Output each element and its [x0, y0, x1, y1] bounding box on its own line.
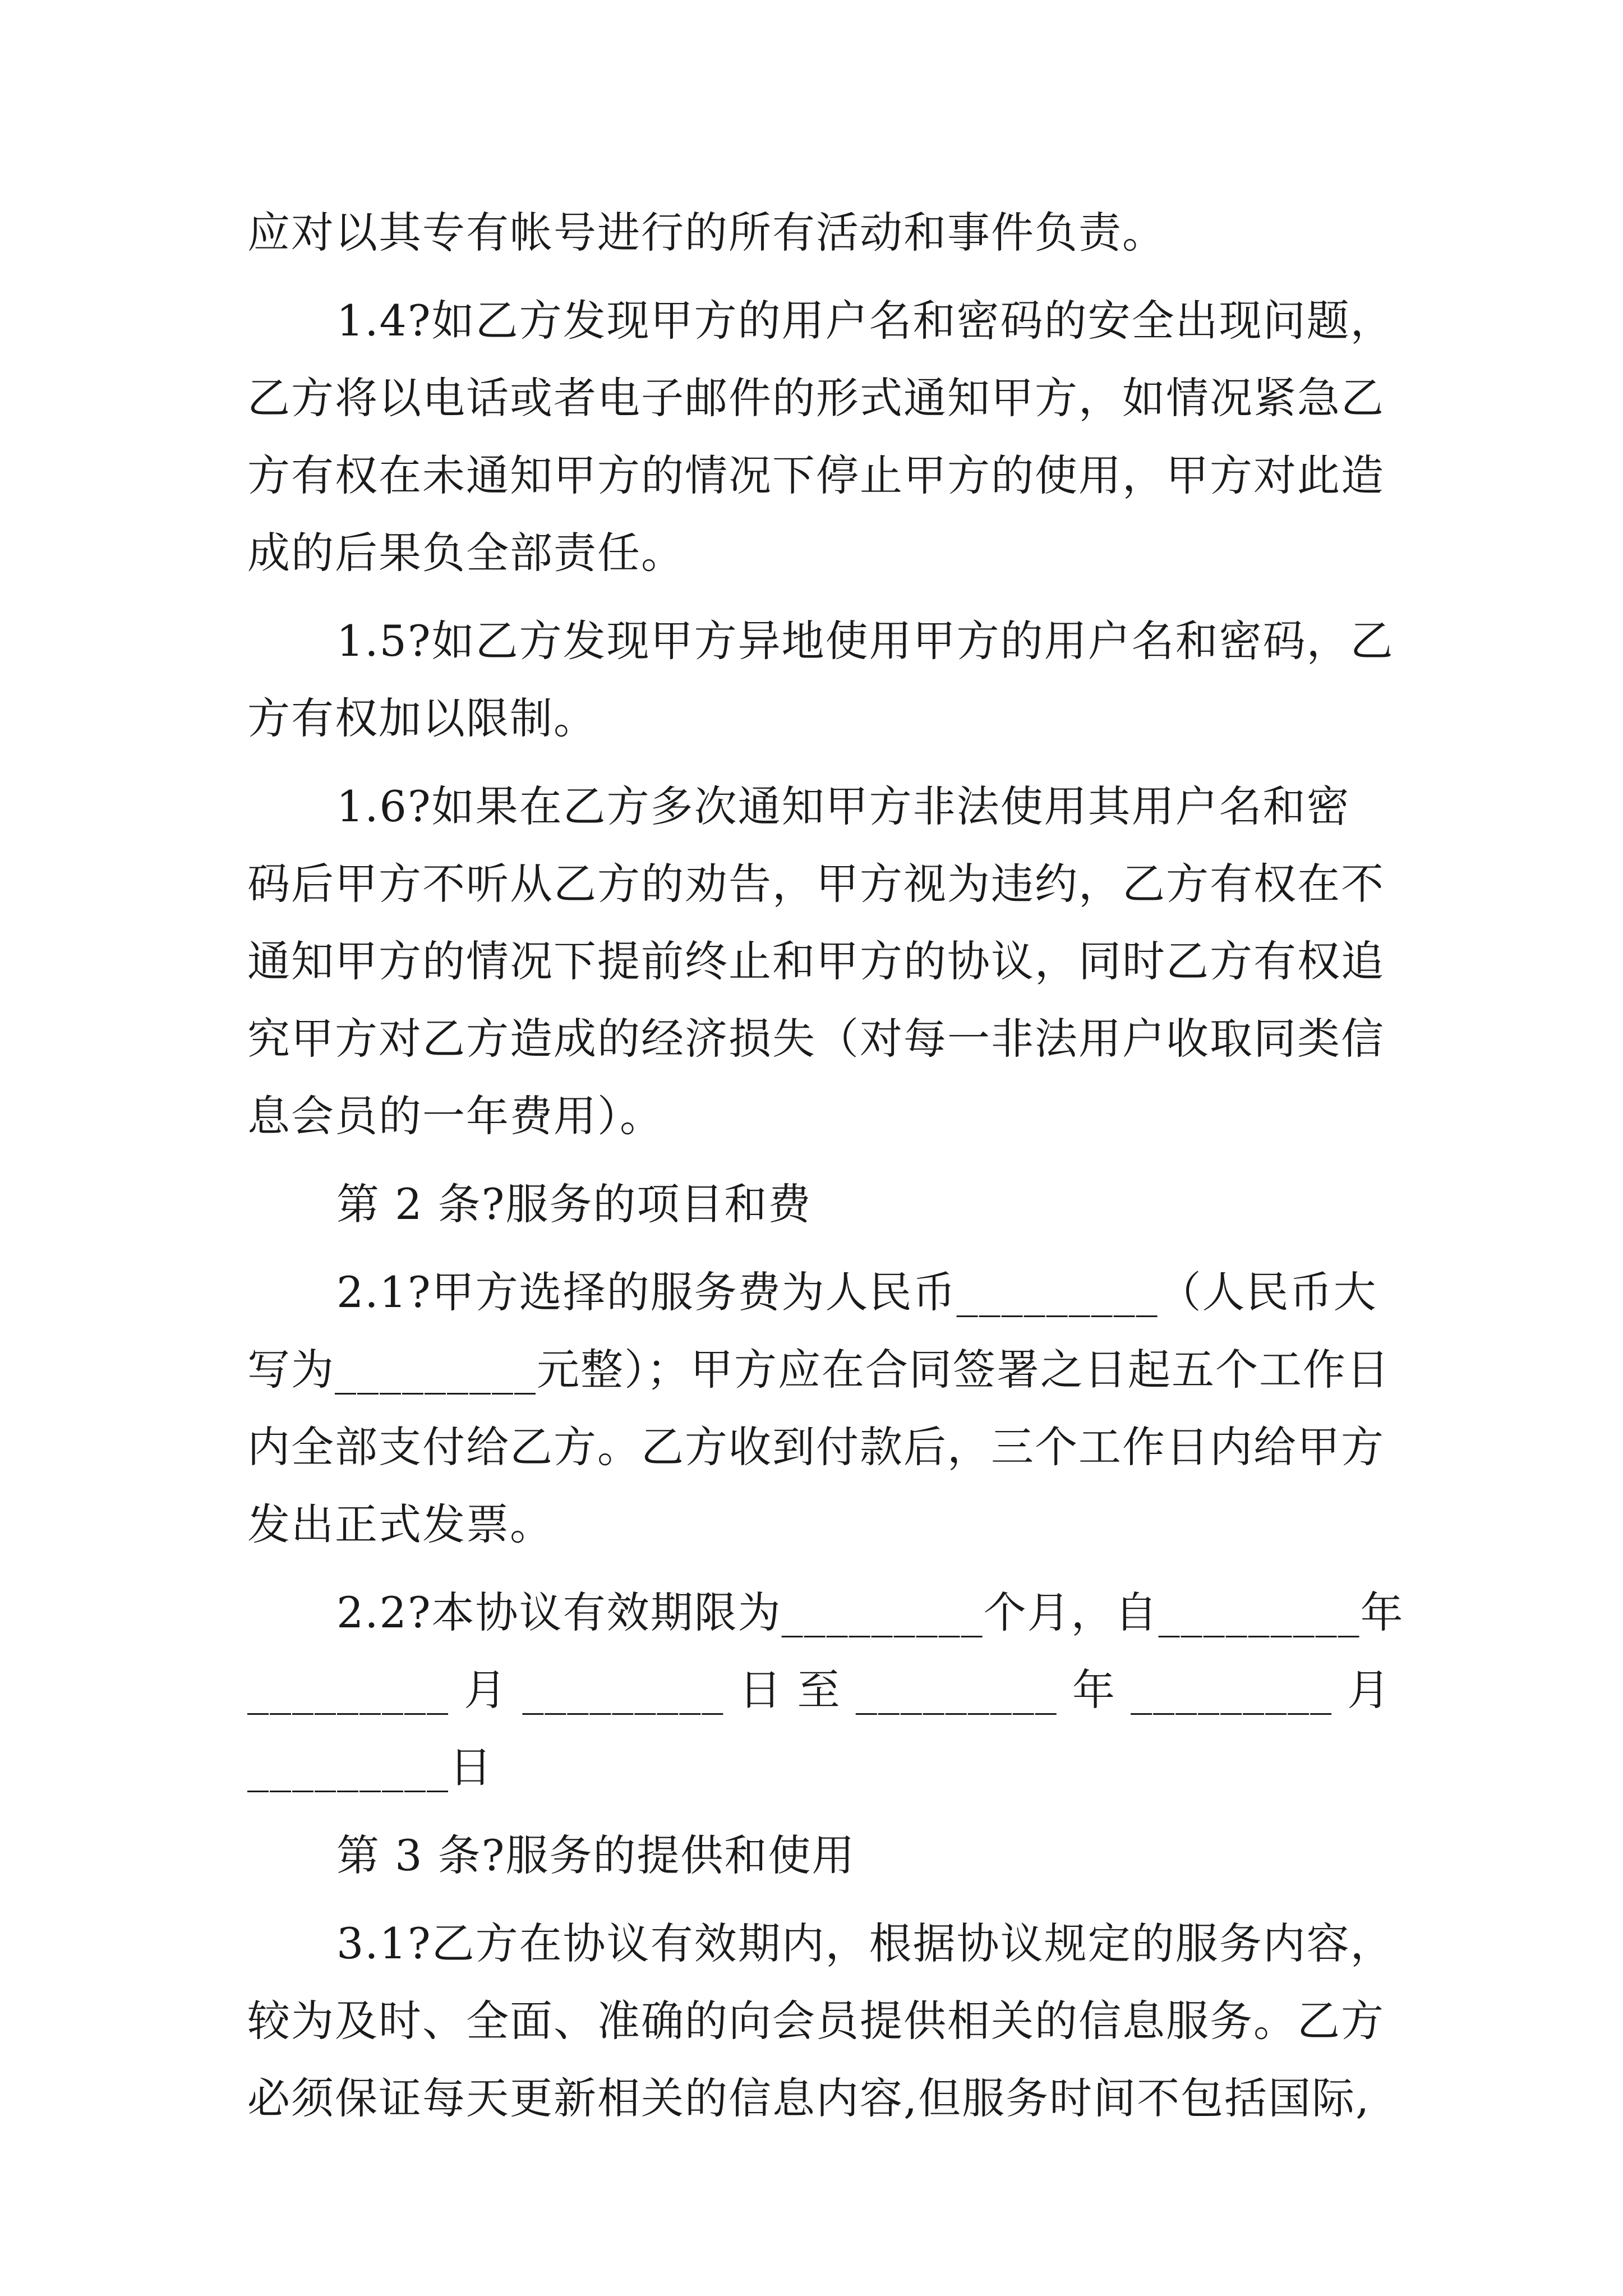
text-line: 发出正式发票。: [247, 1499, 554, 1549]
text-line: 方有权加以限制。: [247, 693, 597, 743]
text-line: _________ 月 _________ 日 至 _________ 年 _________ 月: [247, 1665, 1391, 1715]
text-line: 内全部支付给乙方。乙方收到付款后，三个工作日内给甲方: [247, 1422, 1385, 1472]
section-2-heading: 第 2 条?服务的项目和费: [336, 1179, 812, 1229]
clause-1-6: 1.6?如果在乙方多次通知甲方非法使用其用户名和密: [336, 781, 1350, 831]
text-line: _________日: [247, 1742, 493, 1792]
text-line: 乙方将以电话或者电子邮件的形式通知甲方，如情况紧急乙: [247, 373, 1385, 423]
text-line: 方有权在未通知甲方的情况下停止甲方的使用，甲方对此造: [247, 450, 1385, 500]
text-line: 写为_________元整）；甲方应在合同签署之日起五个工作日: [247, 1345, 1390, 1395]
text-line: 应对以其专有帐号进行的所有活动和事件负责。: [247, 208, 1166, 257]
section-3-heading: 第 3 条?服务的提供和使用: [336, 1830, 856, 1880]
text-line: 通知甲方的情况下提前终止和甲方的协议，同时乙方有权追: [247, 936, 1385, 986]
text-line: 息会员的一年费用）。: [247, 1091, 663, 1141]
clause-1-4: 1.4?如乙方发现甲方的用户名和密码的安全出现问题，: [336, 296, 1394, 346]
text-line: 必须保证每天更新相关的信息内容,但服务时间不包括国际,: [247, 2073, 1371, 2123]
text-line: 码后甲方不听从乙方的劝告，甲方视为违约，乙方有权在不: [247, 859, 1385, 909]
text-line: 究甲方对乙方造成的经济损失（对每一非法用户收取同类信: [247, 1014, 1385, 1064]
text-line: 较为及时、全面、准确的向会员提供相关的信息服务。乙方: [247, 1996, 1385, 2046]
clause-3-1: 3.1?乙方在协议有效期内，根据协议规定的服务内容，: [336, 1918, 1394, 1968]
clause-1-5: 1.5?如乙方发现甲方异地使用甲方的用户名和密码，乙: [336, 616, 1394, 666]
clause-2-2: 2.2?本协议有效期限为_________个月，自_________年: [336, 1588, 1404, 1637]
clause-2-1: 2.1?甲方选择的服务费为人民币_________（人民币大: [336, 1267, 1377, 1317]
text-line: 成的后果负全部责任。: [247, 528, 685, 578]
